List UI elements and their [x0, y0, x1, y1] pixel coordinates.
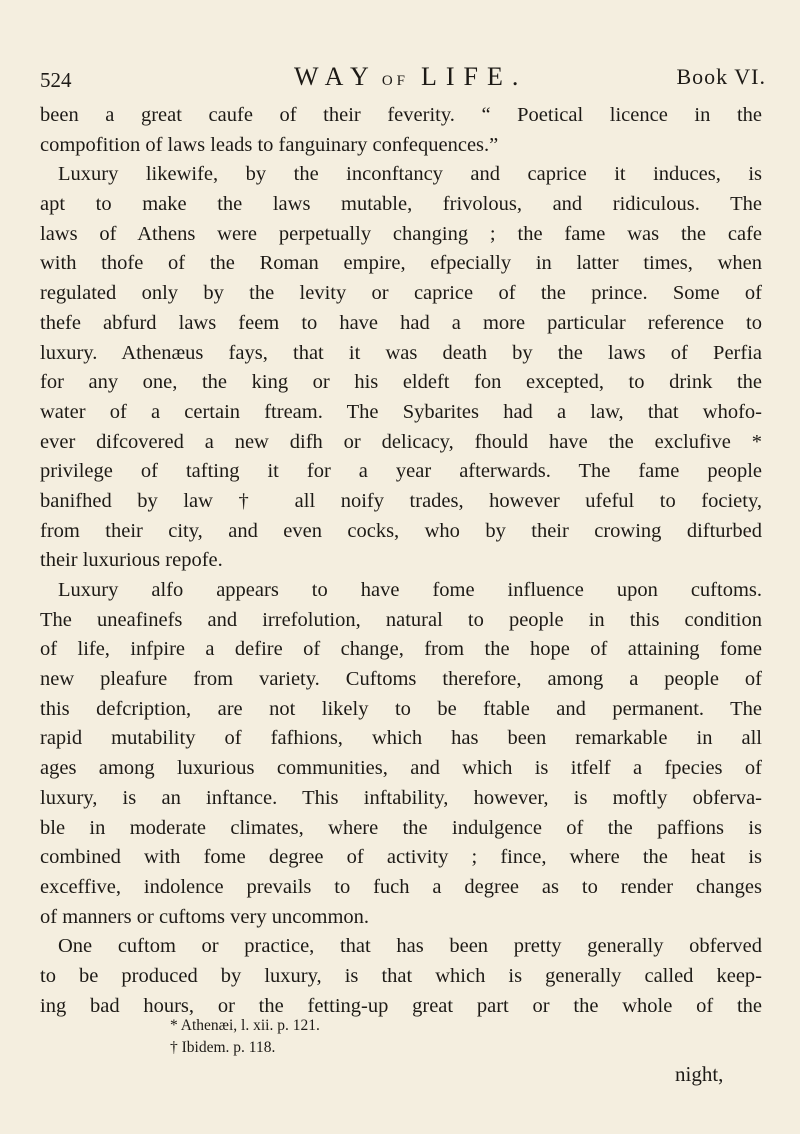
running-head-way: WAY [294, 62, 378, 91]
text-line: water of a certain ftream. The Sybarites had a law, that whofo- [40, 400, 762, 423]
text-line: ever difcovered a new difh or delicacy, fhould have the exclufive * [40, 430, 762, 453]
running-head [294, 62, 527, 92]
text-line: Luxury alfo appears to have fome influence upon cuftoms. [58, 579, 762, 601]
text-line: from their city, and even cocks, who by their crowing difturbed [40, 519, 762, 542]
text-line: new pleafure from variety. Cuftoms therefore, among a people of [40, 668, 762, 691]
footnotes [170, 1015, 570, 1059]
text-line: this defcription, are not likely to be ftable and permanent. The [40, 697, 762, 720]
text-line: One cuftom or practice, that has been pretty generally obferved [58, 935, 762, 958]
text-line: laws of Athens were perpetually changing ; the fame was the cafe [40, 222, 762, 245]
text-line: privilege of tafting it for a year afterwards. The fame people [40, 460, 762, 483]
footnote: * Athenæi, l. xii. p. 121. [170, 1017, 320, 1034]
running-head-of: OF [381, 73, 410, 89]
text-line: Luxury likewife, by the inconftancy and caprice it induces, is [58, 163, 762, 186]
text-line: ble in moderate climates, where the indulgence of the paffions is [40, 816, 762, 839]
book-number: Book VI. [676, 64, 766, 89]
text-line: banifhed by law † all noify trades, however ufeful to fociety, [40, 489, 762, 512]
text-line: to be produced by luxury, is that which is generally called keep- [40, 964, 762, 987]
footnote: † Ibidem. p. 118. [170, 1039, 276, 1056]
text-line: The uneafinefs and irrefolution, natural to people in this condition [40, 608, 762, 631]
text-line: of life, infpire a defire of change, from the hope of attaining fome [40, 638, 762, 661]
body-text [40, 101, 762, 1021]
text-line: been a great caufe of their feverity. “ Poetical licence in the [40, 104, 762, 126]
text-line: luxury. Athenæus fays, that it was death by the laws of Perfia [40, 341, 762, 364]
catchword: night, [675, 1062, 724, 1086]
running-head-life: LIFE. [421, 62, 528, 91]
text-line: compofition of laws leads to fanguinary confequences.” [40, 133, 499, 156]
text-line: regulated only by the levity or caprice of the prince. Some of [40, 282, 762, 305]
text-line: for any one, the king or his eldeft fon excepted, to drink the [40, 371, 762, 394]
page-number: 524 [40, 68, 72, 92]
text-line: ages among luxurious communities, and which is itfelf a fpecies of [40, 757, 762, 780]
text-line: luxury, is an inftance. This inftability, however, is moftly obferva- [40, 786, 762, 809]
text-line: combined with fome degree of activity ; fince, where the heat is [40, 846, 762, 869]
text-line: ing bad hours, or the fetting-up great part or the whole of the [40, 994, 762, 1017]
text-line: with thofe of the Roman empire, efpecially in latter times, when [40, 252, 762, 275]
text-line: apt to make the laws mutable, frivolous, and ridiculous. The [40, 193, 762, 216]
text-line: thefe abfurd laws feem to have had a more particular reference to [40, 311, 762, 334]
page-header [40, 62, 770, 98]
text-line: rapid mutability of fafhions, which has been remarkable in all [40, 727, 762, 750]
text-line: of manners or cuftoms very uncommon. [40, 905, 370, 928]
text-line: exceffive, indolence prevails to fuch a degree as to render changes [40, 875, 762, 898]
text-line: their luxurious repofe. [40, 549, 223, 572]
